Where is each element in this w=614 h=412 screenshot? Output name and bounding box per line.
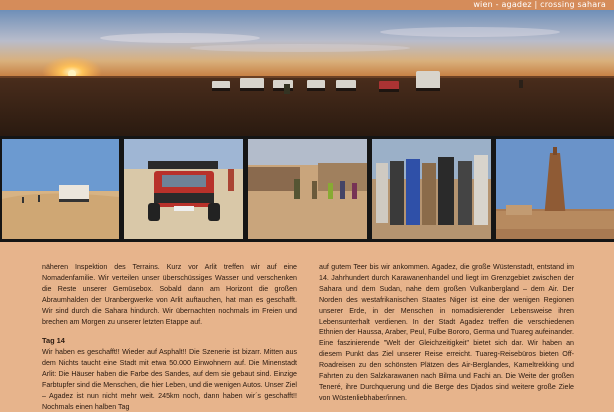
photo-village-street	[248, 139, 367, 239]
hero-photo-sunset-camp	[0, 10, 614, 136]
photo-desert-truck	[2, 139, 119, 239]
photo-agadez-mosque	[496, 139, 614, 239]
header-title: wien - agadez | crossing sahara	[473, 0, 606, 9]
article-column-right	[319, 262, 574, 404]
article	[0, 242, 614, 412]
photo-red-landcruiser	[124, 139, 243, 239]
photo-strip	[0, 136, 614, 242]
article-column-left	[42, 262, 297, 412]
day-heading: Tag 14	[42, 336, 65, 346]
article-paragraph: näheren Inspektion des Terrains. Kurz vor Arlit treffen wir auf eine Nomadenfamilie. Wir verteilen unser überschüssiges Wasser und verschenken die Reste unserer Gemüsebox. Sobald dann am Horizont die großen Abraumhalden der Uranbergwerke von Arlit auftauchen, hat man es geschafft. Wir sind durch die Sahara hindurch. Wir übernachten nochmals im Freien und brechen am Morgen zu unserer letzten Etappe auf.	[42, 263, 297, 326]
article-paragraph: Wir haben es geschafft!! Wieder auf Asphalt!! Die Szenerie ist bizarr. Mitten aus dem Nichts taucht eine Stadt mit etwa 50.000 Einwohnern auf. Die Minenstadt Arlit: Die Häuser haben die Farbe des Sandes, auf dem sie gebaut sind. Einzige Farbtupfer sind die Menschen, die hier Leben, und die wenigen Autos. Unser Ziel – Agadez ist nun nicht mehr weit. 245km noch, dann haben wir´s geschafft!! Nochmals einen halben Tag	[42, 348, 297, 411]
article-paragraph: auf gutem Teer bis wir ankommen. Agadez, die große Wüstenstadt, entstand im 14. Jahrhundert durch Karawanenhandel und liegt im Grenzgebiet zwischen der Sahara und dem Sudan, nahe dem großen Vulkanbergland – dem Air. Der Norden des westafrikanischen Staates Niger ist eine der wenigen Regionen unserer Erde, in der Menschen in nomadisierender Lebensweise ihren Lebensunterhalt verdienen. In der Stadt Agadez treffen die verschiedenen Ethnien der Haussa, Araber, Peul, Fulbe Bororo, Germa und Tuareg aufeinander. Eine faszinierende "Welt der Gleichzeitigkeit" bietet sich dar. Wir haben an diesem Punkt das Ziel unserer Reise erreicht. Tuareg-Reisebüros bieten Off-Roadreisen zu den schönsten Plätzen des Air-Berglandes, Kameltrekking und Fahrten zu den Salzkarawanen nach Bilma und Fachi an. Die Weite der großen Teneré, ihre Durchquerung und die Berge des Djados sind weitere große Ziele von Wüstenliebhaber/innen.	[319, 263, 574, 402]
photo-group-people	[372, 139, 491, 239]
